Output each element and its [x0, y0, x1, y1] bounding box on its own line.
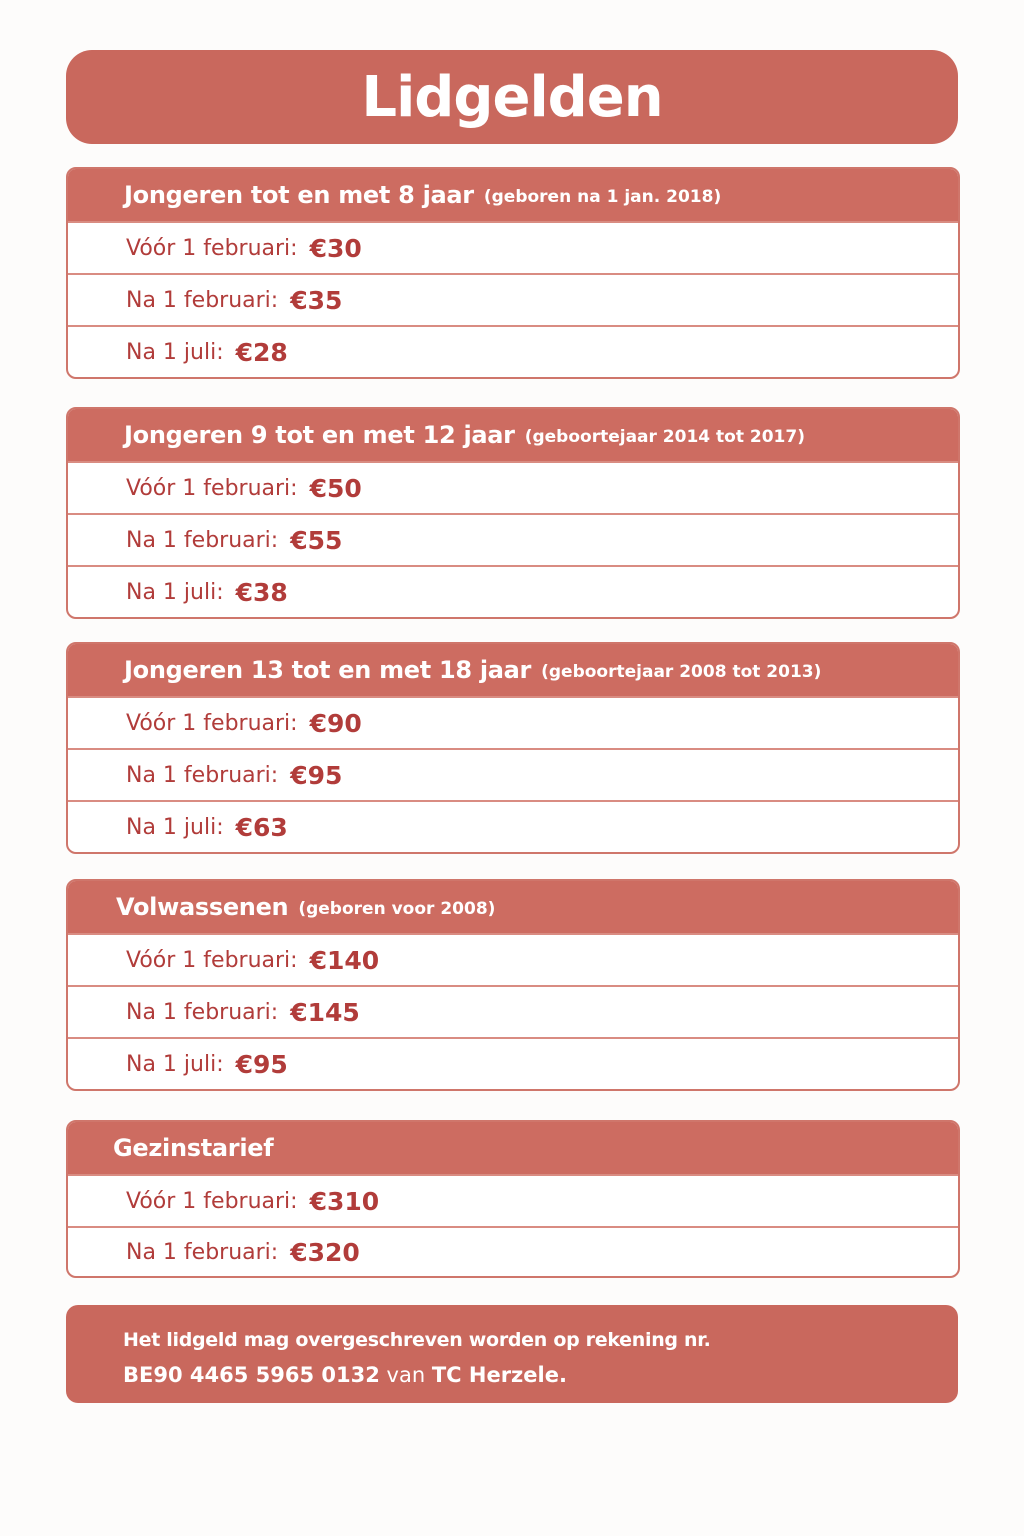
section-header	[68, 169, 958, 221]
fee-label: Vóór 1 februari:	[126, 710, 298, 736]
fee-price: €30	[309, 233, 362, 263]
fee-price: €28	[235, 337, 288, 367]
fee-label: Na 1 februari:	[126, 527, 279, 553]
section-heading: Volwassenen	[116, 893, 289, 921]
fee-row	[68, 461, 958, 513]
fee-label: Vóór 1 februari:	[126, 475, 298, 501]
fee-price: €50	[309, 473, 362, 503]
section-header	[68, 881, 958, 933]
fee-price: €320	[290, 1237, 360, 1267]
fee-row	[68, 513, 958, 565]
payment-instruction: Het lidgeld mag overgeschreven worden op rekening nr.	[123, 1329, 711, 1351]
section-heading: Jongeren tot en met 8 jaar	[124, 181, 474, 209]
fee-section-adults	[66, 879, 960, 1091]
fee-label: Vóór 1 februari:	[126, 947, 298, 973]
fee-price: €55	[290, 525, 343, 555]
fee-label: Na 1 juli:	[126, 1051, 224, 1077]
fee-row	[68, 565, 958, 617]
fee-section-kids-13-18	[66, 642, 960, 854]
fee-label: Vóór 1 februari:	[126, 235, 298, 261]
fee-price: €63	[235, 812, 288, 842]
fee-price: €310	[309, 1186, 380, 1216]
section-header	[68, 1122, 958, 1174]
fee-price: €38	[235, 577, 288, 607]
fee-label: Na 1 februari:	[126, 762, 279, 788]
fee-label: Na 1 februari:	[126, 1239, 279, 1265]
fee-price: €145	[290, 997, 360, 1027]
section-heading: Jongeren 9 tot en met 12 jaar	[124, 421, 515, 449]
fee-label: Na 1 februari:	[126, 999, 279, 1025]
section-subheading: (geboren voor 2008)	[298, 899, 496, 919]
fee-price: €35	[290, 285, 343, 315]
club-name: TC Herzele.	[431, 1363, 567, 1387]
fee-row	[68, 985, 958, 1037]
section-heading: Jongeren 13 tot en met 18 jaar	[124, 656, 532, 684]
fee-price: €140	[309, 945, 380, 975]
bank-account-number: BE90 4465 5965 0132	[123, 1363, 380, 1387]
payment-info-banner	[66, 1305, 958, 1403]
section-subheading: (geboortejaar 2014 tot 2017)	[524, 427, 805, 447]
fee-section-family	[66, 1120, 960, 1278]
fee-label: Na 1 juli:	[126, 339, 224, 365]
section-subheading: (geboortejaar 2008 tot 2013)	[541, 662, 822, 682]
fee-row	[68, 273, 958, 325]
section-subheading: (geboren na 1 jan. 2018)	[483, 187, 722, 207]
fee-label: Vóór 1 februari:	[126, 1188, 298, 1214]
fee-section-kids-9-12	[66, 407, 960, 619]
fee-label: Na 1 juli:	[126, 814, 224, 840]
fee-row	[68, 1037, 958, 1089]
fee-row	[68, 221, 958, 273]
fee-row	[68, 800, 958, 852]
fee-row	[68, 1226, 958, 1276]
payment-connector: van	[379, 1363, 432, 1387]
fee-row	[68, 696, 958, 748]
fee-price: €95	[235, 1049, 288, 1079]
fee-label: Na 1 februari:	[126, 287, 279, 313]
payment-account-line	[123, 1357, 958, 1393]
section-header	[68, 409, 958, 461]
fee-row	[68, 748, 958, 800]
fee-row	[68, 325, 958, 377]
fee-price: €90	[309, 708, 362, 738]
fee-section-kids-8	[66, 167, 960, 379]
fee-label: Na 1 juli:	[126, 579, 224, 605]
fee-row	[68, 1174, 958, 1226]
page-title: Lidgelden	[361, 64, 663, 130]
title-banner	[66, 50, 958, 144]
section-header	[68, 644, 958, 696]
section-heading: Gezinstarief	[113, 1134, 274, 1162]
fee-row	[68, 933, 958, 985]
fee-price: €95	[290, 760, 343, 790]
